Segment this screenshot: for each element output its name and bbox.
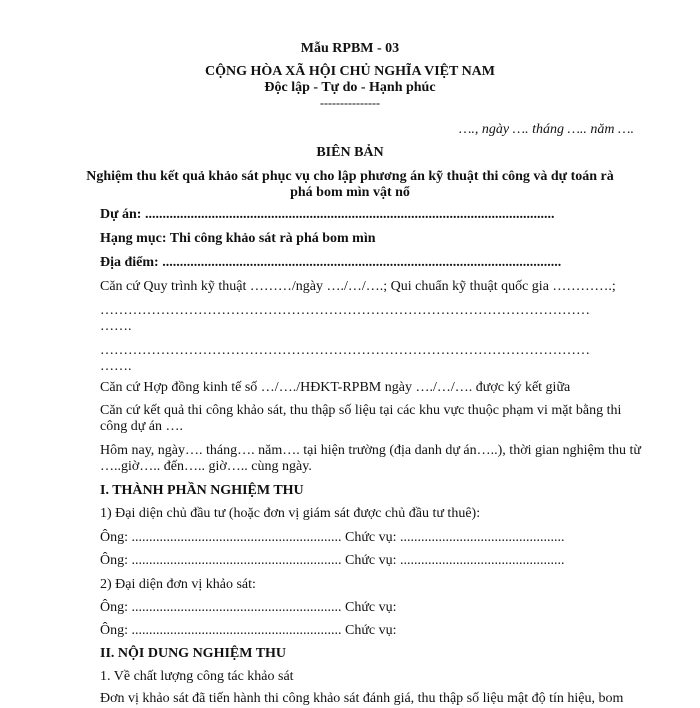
document-subtitle-line-2: phá bom mìn vật nổ (290, 185, 410, 200)
category-field: Hạng mục: Thi công khảo sát rà phá bom mìn (100, 231, 376, 246)
form-code: Mẫu RPBM - 03 (300, 41, 400, 56)
surveyor-representative-row: Ông: ............................................................ Chức vụ: (100, 623, 397, 638)
meeting-time-line-1: Hôm nay, ngày…. tháng…. năm…. tại hiện trường (địa danh dự án…..), thời gian nghiệm thu từ (100, 443, 641, 458)
dotted-line: …………………………………………………………………………………………… (100, 303, 590, 318)
meeting-time-line-2: …..giờ….. đến….. giờ….. cùng ngày. (100, 459, 312, 474)
dotted-line: ……. (100, 319, 132, 334)
dotted-line: ……. (100, 359, 132, 374)
document-title: BIÊN BẢN (316, 145, 384, 160)
header-separator: --------------- (320, 96, 380, 110)
basis-contract: Căn cứ Hợp đồng kinh tế số …/…./HĐKT-RPBM ngày …./…/…. được ký kết giữa (100, 380, 571, 395)
section-2-heading: II. NỘI DUNG NGHIỆM THU (100, 646, 287, 661)
basis-survey-results-line-1: Căn cứ kết quả thi công khảo sát, thu thập số liệu tại các khu vực thuộc phạm vi mặt bằng thi (100, 403, 622, 418)
motto: Độc lập - Tự do - Hạnh phúc (264, 80, 436, 95)
date-line: …., ngày …. tháng ….. năm …. (458, 122, 634, 137)
document-subtitle-line-1: Nghiệm thu kết quả khảo sát phục vụ cho lập phương án kỹ thuật thi công và dự toán rà (86, 169, 614, 184)
dotted-line: …………………………………………………………………………………………… (100, 343, 590, 358)
basis-technical-process: Căn cứ Quy trình kỹ thuật ………/ngày …./…/….; Qui chuẩn kỹ thuật quốc gia ………….; (100, 279, 616, 294)
survey-quality-heading: 1. Về chất lượng công tác khảo sát (100, 669, 294, 684)
survey-quality-text: Đơn vị khảo sát đã tiến hành thi công khảo sát đánh giá, thu thập số liệu mật độ tín hiệu, bom (100, 691, 624, 706)
location-field: Địa điểm: .................................................................................................................. (100, 255, 562, 270)
investor-representative-row: Ông: ............................................................ Chức vụ: ............................................... (100, 553, 565, 568)
section-1-heading: I. THÀNH PHẦN NGHIỆM THU (100, 483, 304, 498)
surveyor-representative-heading: 2) Đại diện đơn vị khảo sát: (100, 577, 256, 592)
project-field: Dự án: ..................................................................................................................... (100, 207, 555, 222)
investor-representative-row: Ông: ............................................................ Chức vụ: ............................................... (100, 530, 565, 545)
country-name: CỘNG HÒA XÃ HỘI CHỦ NGHĨA VIỆT NAM (204, 64, 495, 79)
basis-survey-results-line-2: công dự án …. (100, 419, 184, 434)
surveyor-representative-row: Ông: ............................................................ Chức vụ: (100, 600, 397, 615)
investor-representative-heading: 1) Đại diện chủ đầu tư (hoặc đơn vị giám sát được chủ đầu tư thuê): (100, 506, 481, 521)
